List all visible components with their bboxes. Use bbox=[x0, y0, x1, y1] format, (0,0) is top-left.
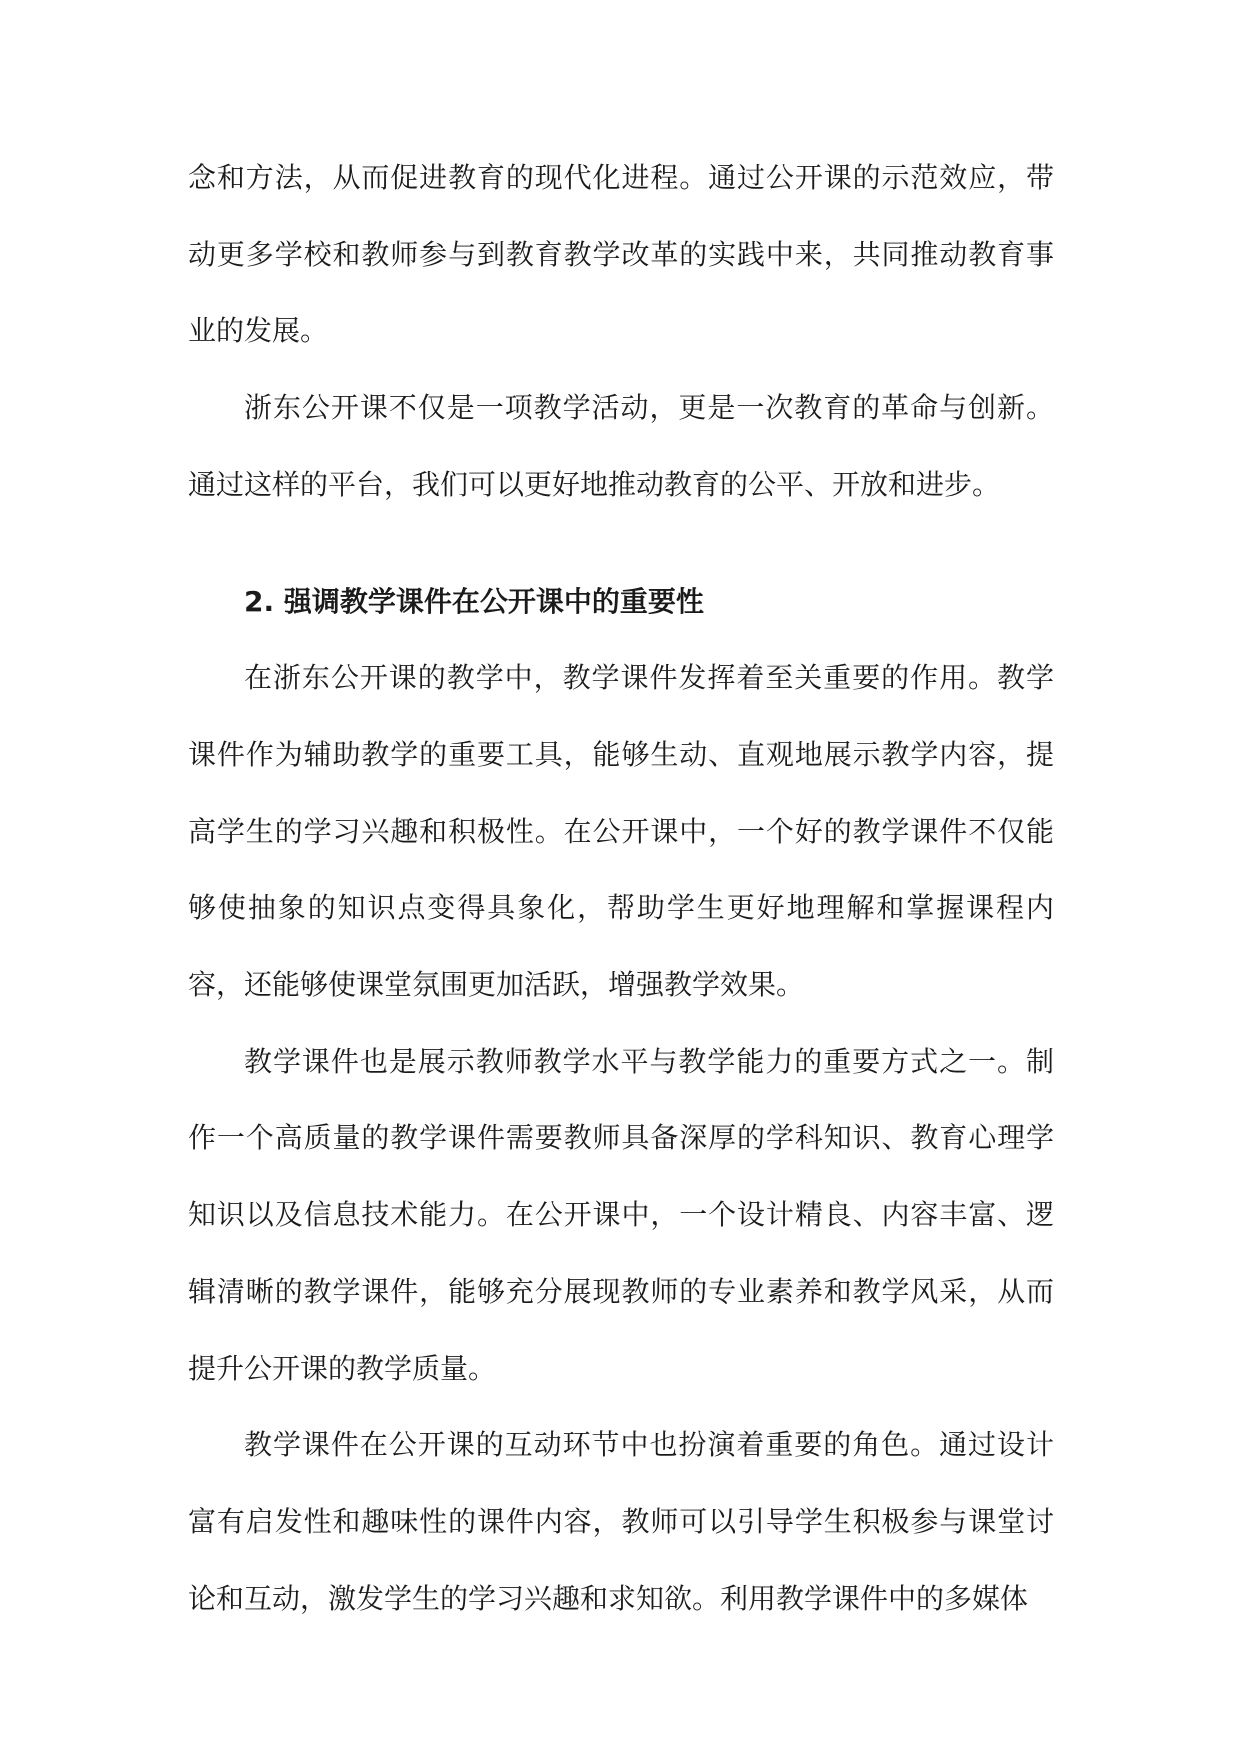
paragraph: 教学课件在公开课的互动环节中也扮演着重要的角色。通过设计富有启发性和趣味性的课件内容，教师可以引导学生积极参与课堂讨论和互动，激发学生的学习兴趣和求知欲。利用教学课件中的多媒体 bbox=[188, 1428, 1054, 1615]
paragraph-continued: 念和方法，从而促进教育的现代化进程。通过公开课的示范效应，带动更多学校和教师参与到教育教学改革的实践中来，共同推动教育事业的发展。 bbox=[188, 161, 1054, 348]
section-heading: 2. 强调教学课件在公开课中的重要性 bbox=[244, 584, 704, 618]
document-body bbox=[188, 140, 1054, 1637]
paragraph: 在浙东公开课的教学中，教学课件发挥着至关重要的作用。教学课件作为辅助教学的重要工具，能够生动、直观地展示教学内容，提高学生的学习兴趣和积极性。在公开课中，一个好的教学课件不仅能够使抽象的知识点变得具象化，帮助学生更好地理解和掌握课程内容，还能够使课堂氛围更加活跃，增强教学效果。 bbox=[188, 661, 1054, 1002]
paragraph: 浙东公开课不仅是一项教学活动，更是一次教育的革命与创新。通过这样的平台，我们可以更好地推动教育的公平、开放和进步。 bbox=[188, 391, 1054, 501]
section-gap bbox=[188, 524, 1054, 564]
paragraph: 教学课件也是展示教师教学水平与教学能力的重要方式之一。制作一个高质量的教学课件需要教师具备深厚的学科知识、教育心理学知识以及信息技术能力。在公开课中，一个设计精良、内容丰富、逻辑清晰的教学课件，能够充分展现教师的专业素养和教学风采，从而提升公开课的教学质量。 bbox=[188, 1044, 1054, 1385]
